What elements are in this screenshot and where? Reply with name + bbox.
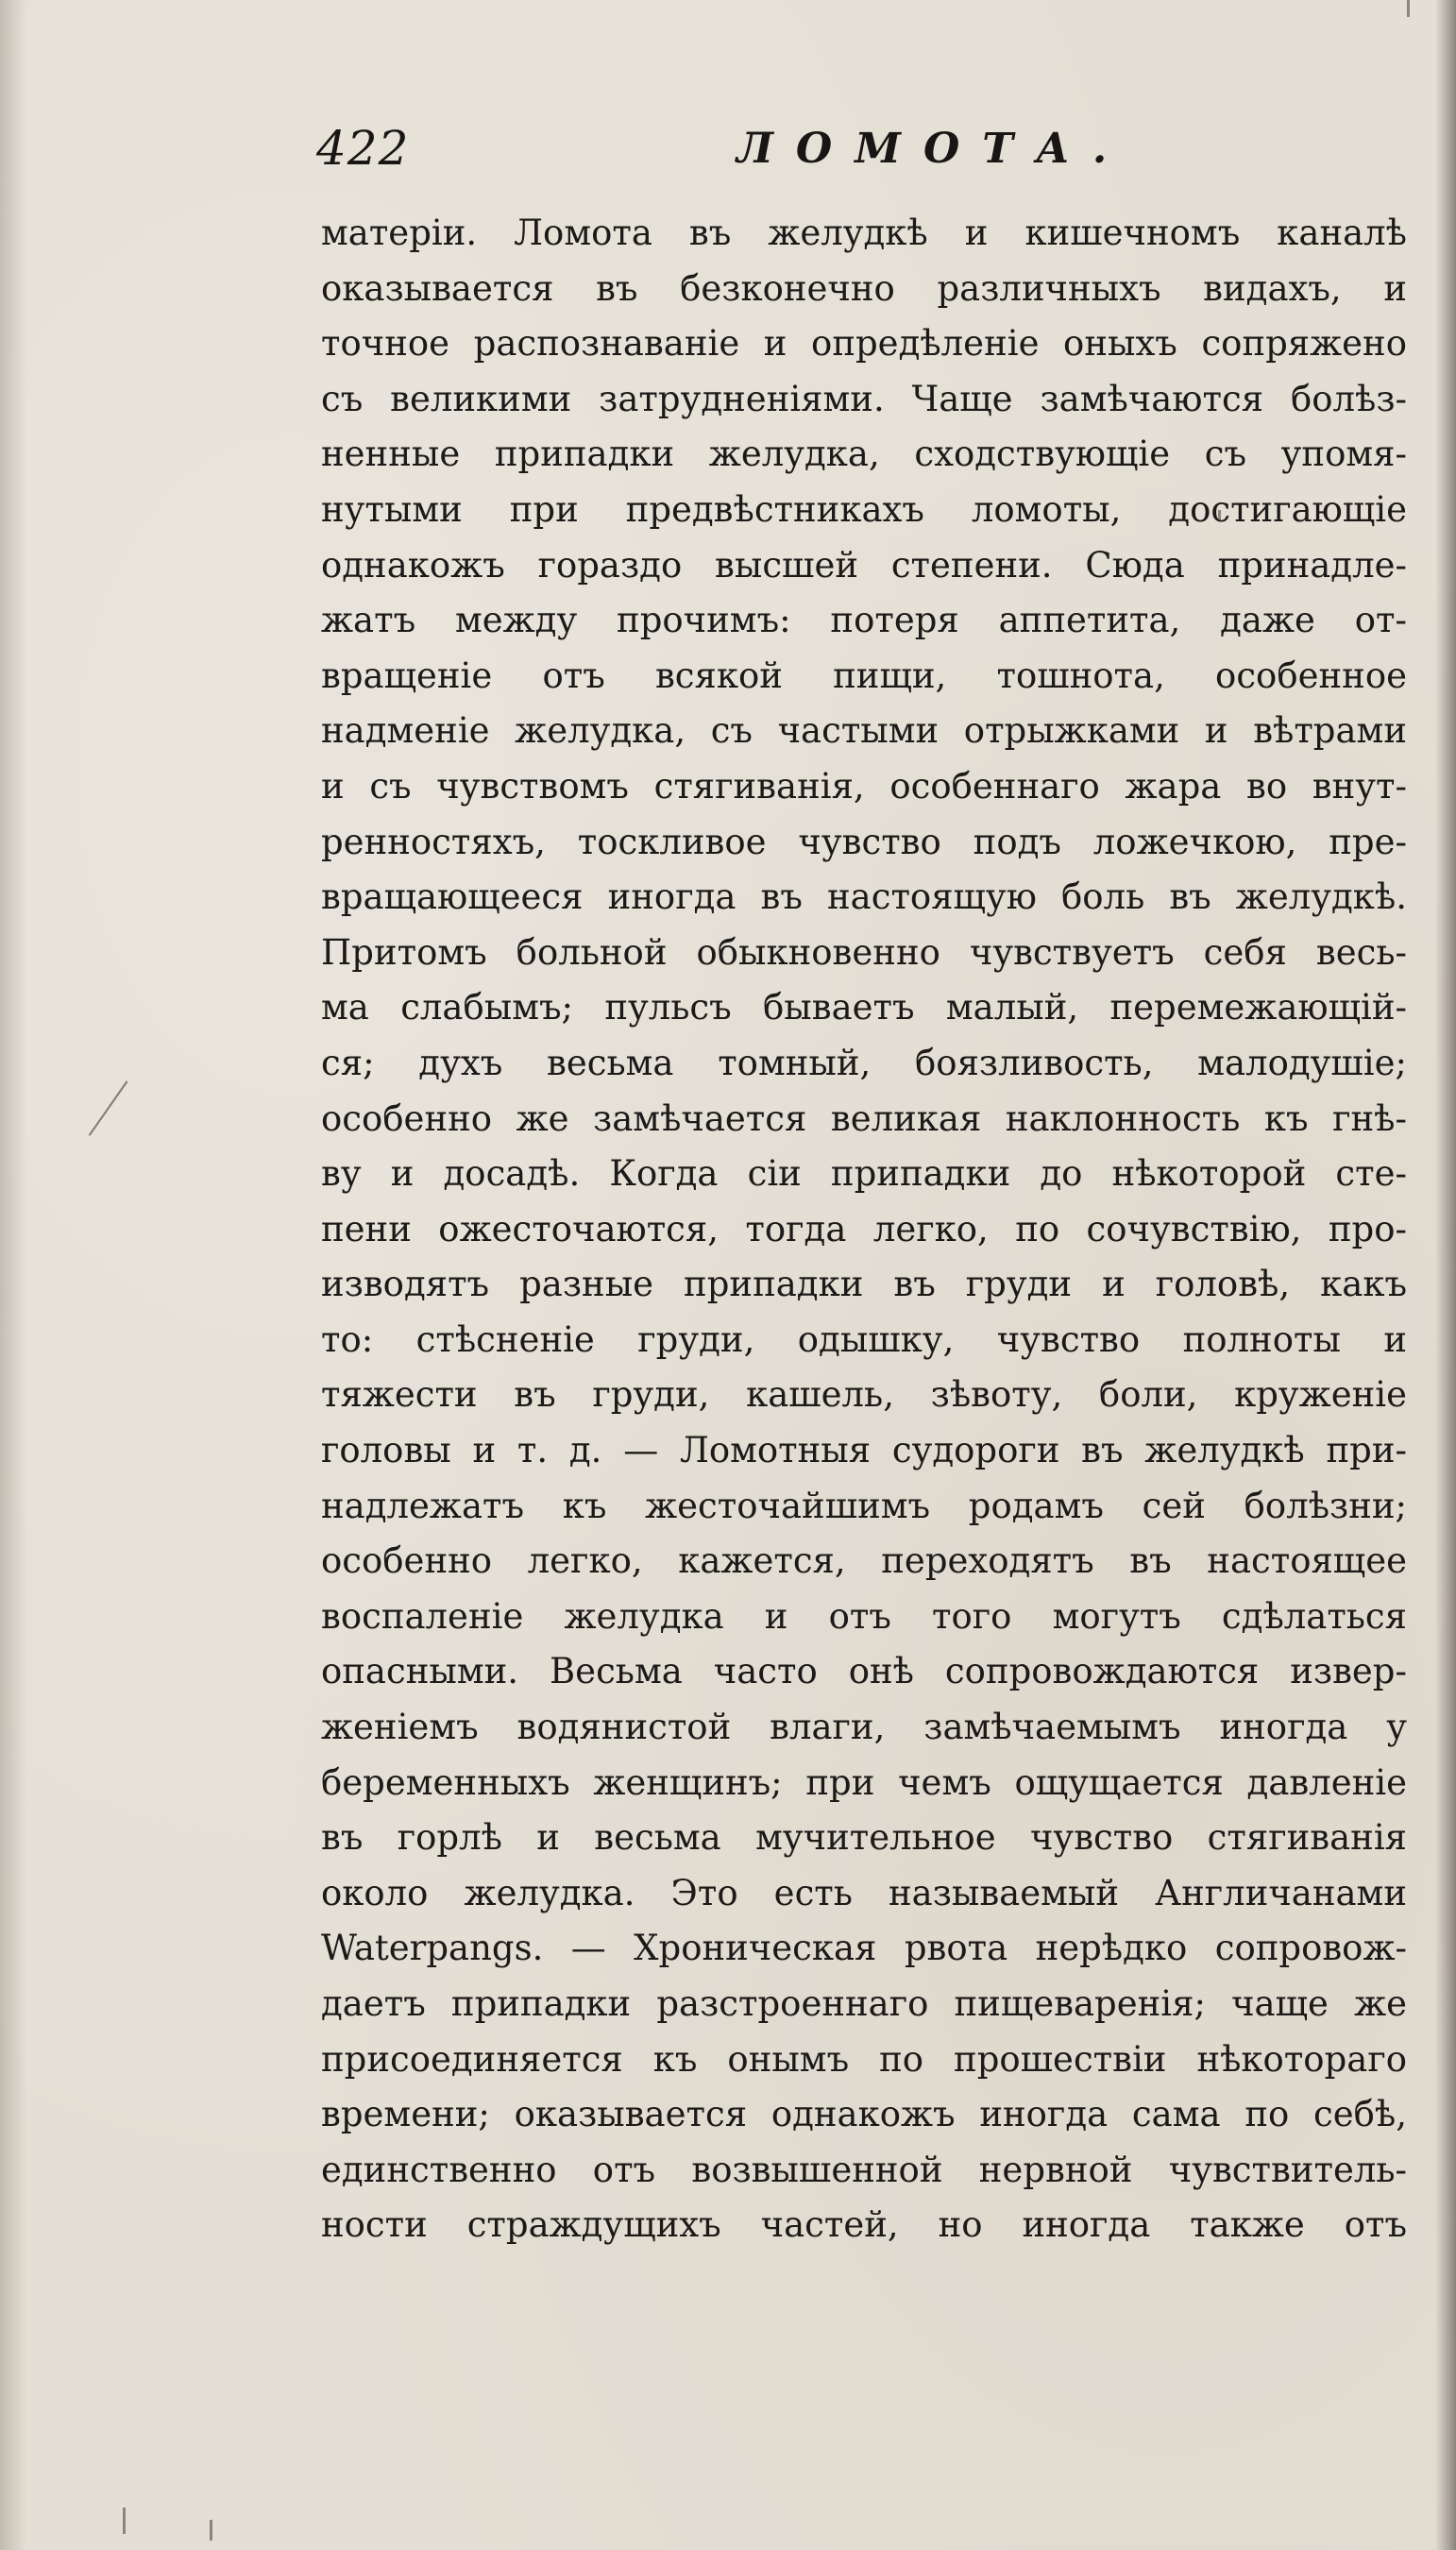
text-line: оказывается въ безконечно различныхъ видахъ, и <box>321 267 1407 309</box>
page-edge-shadow <box>1435 0 1456 2550</box>
paper-speck <box>123 2508 126 2534</box>
text-line: и съ чувствомъ стягиванія, особеннаго жара во внут- <box>321 765 1407 807</box>
text-line: вращеніе отъ всякой пищи, тошнота, особенное <box>321 654 1407 696</box>
text-line: ренностяхъ, тоскливое чувство подъ ложечкою, пре- <box>321 821 1407 862</box>
text-line: Притомъ больной обыкновенно чувствуетъ себя весь- <box>321 931 1407 973</box>
text-line: Waterpangs. — Хроническая рвота нерѣдко сопровож- <box>321 1928 1407 1969</box>
text-line: тяжести въ груди, кашель, зѣвоту, боли, круженіе <box>321 1374 1407 1416</box>
text-line: ся; духъ весьма томный, боязливость, малодушіе; <box>321 1042 1407 1083</box>
page-gutter-shadow <box>0 0 26 2550</box>
text-line: около желудка. Это есть называемый Англичанами <box>321 1872 1407 1913</box>
margin-pencil-mark <box>89 1080 160 1157</box>
paper-speck <box>1407 0 1410 17</box>
text-line: вращающееся иногда въ настоящую боль въ желудкѣ. <box>321 876 1407 918</box>
text-line: надлежатъ къ жесточайшимъ родамъ сей болѣзни; <box>321 1485 1407 1526</box>
text-line: воспаленіе желудка и отъ того могутъ сдѣлаться <box>321 1595 1407 1637</box>
text-line: беременныхъ женщинъ; при чемъ ощущается давленіе <box>321 1761 1407 1803</box>
text-line: жатъ между прочимъ: потеря аппетита, даже от- <box>321 600 1407 641</box>
text-line: единственно отъ возвышенной нервной чувствитель- <box>321 2149 1407 2190</box>
text-line: ненные припадки желудка, сходствующіе съ упомя- <box>321 434 1407 475</box>
text-line: въ горлѣ и весьма мучительное чувство стягиванія <box>321 1817 1407 1859</box>
text-line: опасными. Весьма часто онѣ сопровождаются извер- <box>321 1651 1407 1692</box>
text-line: точное распознаваніе и опредѣленіе оныхъ сопряжено <box>321 323 1407 365</box>
text-line: особенно же замѣчается великая наклонность къ гнѣ- <box>321 1097 1407 1139</box>
text-line: съ великими затрудненіями. Чаще замѣчаются болѣз- <box>321 378 1407 419</box>
text-line: даетъ припадки разстроеннаго пищеваренія; чаще же <box>321 1983 1407 2024</box>
running-head: ЛОМОТА. <box>736 125 1130 173</box>
text-line: времени; оказывается однакожъ иногда сама по себѣ, <box>321 2094 1407 2135</box>
text-line: надменіе желудка, съ частыми отрыжками и вѣтрами <box>321 710 1407 752</box>
text-line: ву и досадѣ. Когда сіи припадки до нѣкоторой сте- <box>321 1153 1407 1195</box>
text-line: ма слабымъ; пульсъ бываетъ малый, перемежающій- <box>321 987 1407 1028</box>
text-line: матеріи. Ломота въ желудкѣ и кишечномъ каналѣ <box>321 212 1407 253</box>
paper-speck <box>210 2520 212 2541</box>
text-line: однакожъ гораздо высшей степени. Сюда принадле- <box>321 544 1407 586</box>
text-line: головы и т. д. — Ломотныя судороги въ желудкѣ при- <box>321 1430 1407 1471</box>
text-line: изводятъ разные припадки въ груди и головѣ, какъ <box>321 1264 1407 1305</box>
text-line: особенно легко, кажется, переходятъ въ настоящее <box>321 1540 1407 1582</box>
text-line: нутыми при предвѣстникахъ ломоты, достигающіе <box>321 488 1407 530</box>
text-line: пени ожесточаются, тогда легко, по сочувствію, про- <box>321 1208 1407 1250</box>
text-line: женіемъ водянистой влаги, замѣчаемымъ иногда у <box>321 1707 1407 1748</box>
body-text <box>321 206 1407 2253</box>
text-line: ности страждущихъ частей, но иногда также отъ <box>321 2204 1407 2246</box>
page-number: 422 <box>316 121 410 176</box>
text-line: присоединяется къ онымъ по прошествіи нѣкотораго <box>321 2038 1407 2080</box>
text-line: то: стѣсненіе груди, одышку, чувство полноты и <box>321 1318 1407 1360</box>
